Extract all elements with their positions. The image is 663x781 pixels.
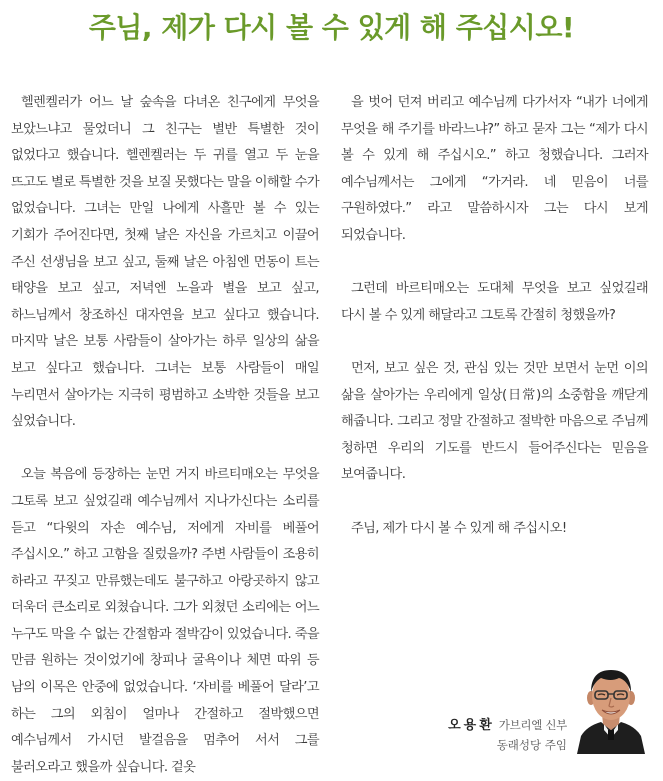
paragraph: 오늘 복음에 등장하는 눈먼 거지 바르티매오는 무엇을 그토록 보고 싶었길래 예수님께서 지나가신다는 소리를 듣고 “다윗의 자손 예수님, 저에게 자비를 베풀어 주십시오.” 하고 고함을 질렀을까? 주변 사람들이 조용히 하라고 꾸짖고 만류했는데도 불구하고 아랑곳하지 않고 더욱더 큰소리로 외쳤습니다. 그가 외쳤던 소리에는 어느 누구도 막을 수 없는 간절함과 절박감이 있었습니다. 죽을 만큼 원하는 것이었기에 창피나 굴욕이나 체면 따위 등 남의 이목은 안중에 없었습니다. ‘자비를 베풀어 달라’고 하는 그의 외침이 얼마나 간절하고 절박했으면 예수님께서 가시던 발걸음을 멈추어 서서 그를 불러오라고 했을까 싶습니다. 겉옷 (11, 467, 319, 775)
paragraph: 먼저, 보고 싶은 것, 관심 있는 것만 보면서 눈먼 이의 삶을 살아가는 우리에게 일상(日常)의 소중함을 깨닫게 해줍니다. 그리고 정말 간절하고 절박한 마음으로 주님께 청하면 우리의 기도를 반드시 들어주신다는 믿음을 보여줍니다. (341, 360, 648, 483)
author-role: 가브리엘 신부 (498, 718, 567, 732)
author-parish: 동래성당 주임 (496, 738, 567, 752)
author-photo (575, 664, 647, 754)
paragraph: 헬렌켈러가 어느 날 숲속을 다녀온 친구에게 무엇을 보았느냐고 물었더니 그 친구는 별반 특별한 것이 없었다고 했습니다. 헬렌켈러는 두 귀를 열고 두 눈을 뜨고도 별로 특별한 것을 보질 못했다는 말을 이해할 수가 없었습니다. 그녀는 만일 나에게 사흘만 볼 수 있는 기회가 주어진다면, 첫째 날은 자신을 가르치고 이끌어 주신 선생님을 보고 싶고, 둘째 날은 아침엔 먼동이 트는 태양을 보고 싶고, 저녁엔 노을과 별을 보고 싶고, 하느님께서 창조하신 대자연을 보고 싶다고 했습니다. 마지막 날은 보통 사람들이 살아가는 하루 일상의 삶을 보고 싶다고 했습니다. 그녀는 보통 사람들이 매일 누리면서 살아가는 지극히 평범하고 소박한 것들을 보고 싶었습니다. (11, 95, 319, 430)
author-name: 오용환 (448, 718, 495, 733)
paragraph: 그런데 바르티매오는 도대체 무엇을 보고 싶었길래 다시 볼 수 있게 해달라고 그토록 간절히 청했을까? (341, 281, 648, 323)
page-title: 주님, 제가 다시 볼 수 있게 해 주십시오! (88, 11, 575, 44)
author-byline (448, 715, 567, 754)
paragraph: 을 벗어 던져 버리고 예수님께 다가서자 “내가 너에게 무엇을 해 주기를 바라느냐?” 하고 묻자 그는 “제가 다시 볼 수 있게 해 주십시오.” 하고 청했습니다. 그러자 예수님께서는 그에게 “가거라. 네 믿음이 너를 구원하였다.” 라고 말씀하시자 그는 다시 보게 되었습니다. (341, 95, 648, 243)
left-column (11, 90, 319, 781)
paragraph: 주님, 제가 다시 볼 수 있게 해 주십시오! (351, 520, 567, 536)
right-column (341, 90, 648, 542)
